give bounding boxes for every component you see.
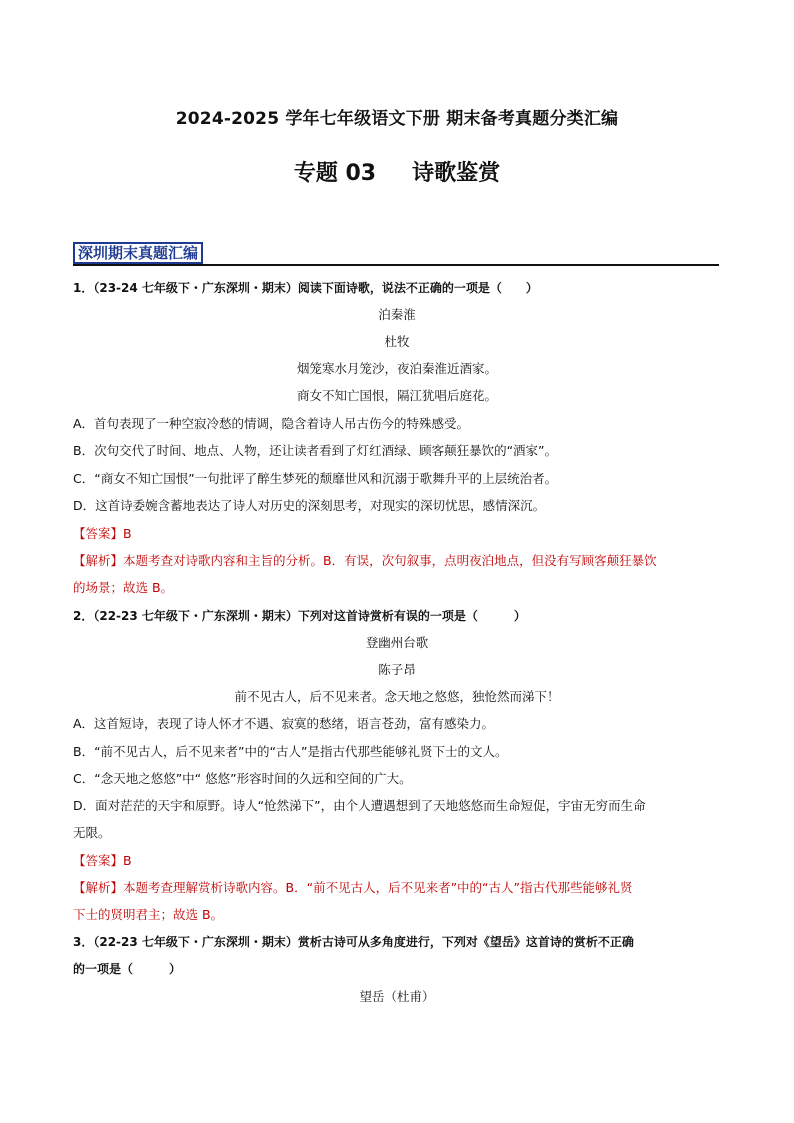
q2-stem: 2．（22-23 七年级下・广东深圳・期末）下列对这首诗赏析有误的一项是（ ） <box>73 609 526 623</box>
q3-stem-line-2: 的一项是（ ） <box>73 962 182 976</box>
topic-title <box>0 156 794 187</box>
q1-answer-tag: 【答案】 <box>73 526 124 541</box>
q2-answer <box>73 853 723 869</box>
q1-analysis-line-2: 的场景；故选 B。 <box>73 580 174 595</box>
q1-poem-line-1: 烟笼寒水月笼沙，夜泊秦淮近酒家。 <box>296 361 497 376</box>
q1-poem-line-2: 商女不知亡国恨，隔江犹唱后庭花。 <box>296 388 497 403</box>
q2-answer-tag: 【答案】 <box>73 853 124 868</box>
section-header <box>73 242 719 266</box>
q2-poem-title: 登幽州台歌 <box>365 635 429 650</box>
q2-option-a: A．这首短诗，表现了诗人怀才不遇、寂寞的愁绪，语言苍劲，富有感染力。 <box>73 716 495 731</box>
q1-option-b: B．次句交代了时间、地点、人物，还让读者看到了灯红酒绿、顾客颠狂暴饮的“酒家”。 <box>73 443 558 458</box>
q1-stem: 1．（23-24 七年级下・广东深圳・期末）阅读下面诗歌，说法不正确的一项是（ ） <box>73 281 538 295</box>
q2-analysis-tag: 【解析】 <box>73 880 124 895</box>
q1-analysis-line-1 <box>73 553 723 569</box>
topic-number: 专题 03 <box>293 161 377 186</box>
q1-option-d: D．这首诗委婉含蓄地表达了诗人对历史的深刻思考，对现实的深切忧思，感情深沉。 <box>73 498 546 513</box>
q1-answer-value: B <box>123 526 132 541</box>
q3-poem-title: 望岳（杜甫） <box>359 989 435 1004</box>
q2-answer-value: B <box>123 853 132 868</box>
q3-stem-line-1: 3．（22-23 七年级下・广东深圳・期末）赏析古诗可从多角度进行，下列对《望岳》这首诗的赏析不正确 <box>73 935 634 949</box>
q1-poem-author: 杜牧 <box>384 334 410 349</box>
q2-analysis-line-1 <box>73 880 723 896</box>
section-header-label: 深圳期末真题汇编 <box>73 242 203 264</box>
q2-poem-author: 陈子昂 <box>378 662 416 677</box>
q1-option-c: C．“商女不知亡国恨”一句批评了醉生梦死的颓靡世风和沉溺于歌舞升平的上层统治者。 <box>73 471 558 486</box>
topic-name: 诗歌鉴赏 <box>412 161 501 186</box>
q2-analysis-text: 本题考查理解赏析诗歌内容。B．“前不见古人，后不见来者”中的“古人”指古代那些能够礼贤 <box>123 880 633 895</box>
q2-option-c: C．“念天地之悠悠”中“ 悠悠”形容时间的久远和空间的广大。 <box>73 771 412 786</box>
q1-option-a: A．首句表现了一种空寂冷愁的情调，隐含着诗人吊古伤今的特殊感受。 <box>73 416 470 431</box>
q2-option-d-line-2: 无限。 <box>73 825 111 840</box>
q1-poem-title: 泊秦淮 <box>378 307 416 322</box>
q2-analysis-line-2: 下士的贤明君主；故选 B。 <box>73 907 224 922</box>
q1-answer <box>73 526 723 542</box>
q1-analysis-text: 本题考查对诗歌内容和主旨的分析。B．有误，次句叙事，点明夜泊地点，但没有写顾客颠狂暴饮 <box>123 553 657 568</box>
q2-option-d-line-1: D．面对茫茫的天宇和原野。诗人“怆然涕下”，由个人遭遇想到了天地悠悠而生命短促，宇宙无穷而生命 <box>73 798 646 813</box>
q1-analysis-tag: 【解析】 <box>73 553 124 568</box>
document-title: 2024-2025 学年七年级语文下册 期末备考真题分类汇编 <box>175 109 619 129</box>
q2-option-b: B．“前不见古人，后不见来者”中的“古人”是指古代那些能够礼贤下士的文人。 <box>73 744 508 759</box>
q2-poem-line-1: 前不见古人，后不见来者。念天地之悠悠，独怆然而涕下！ <box>234 689 560 704</box>
